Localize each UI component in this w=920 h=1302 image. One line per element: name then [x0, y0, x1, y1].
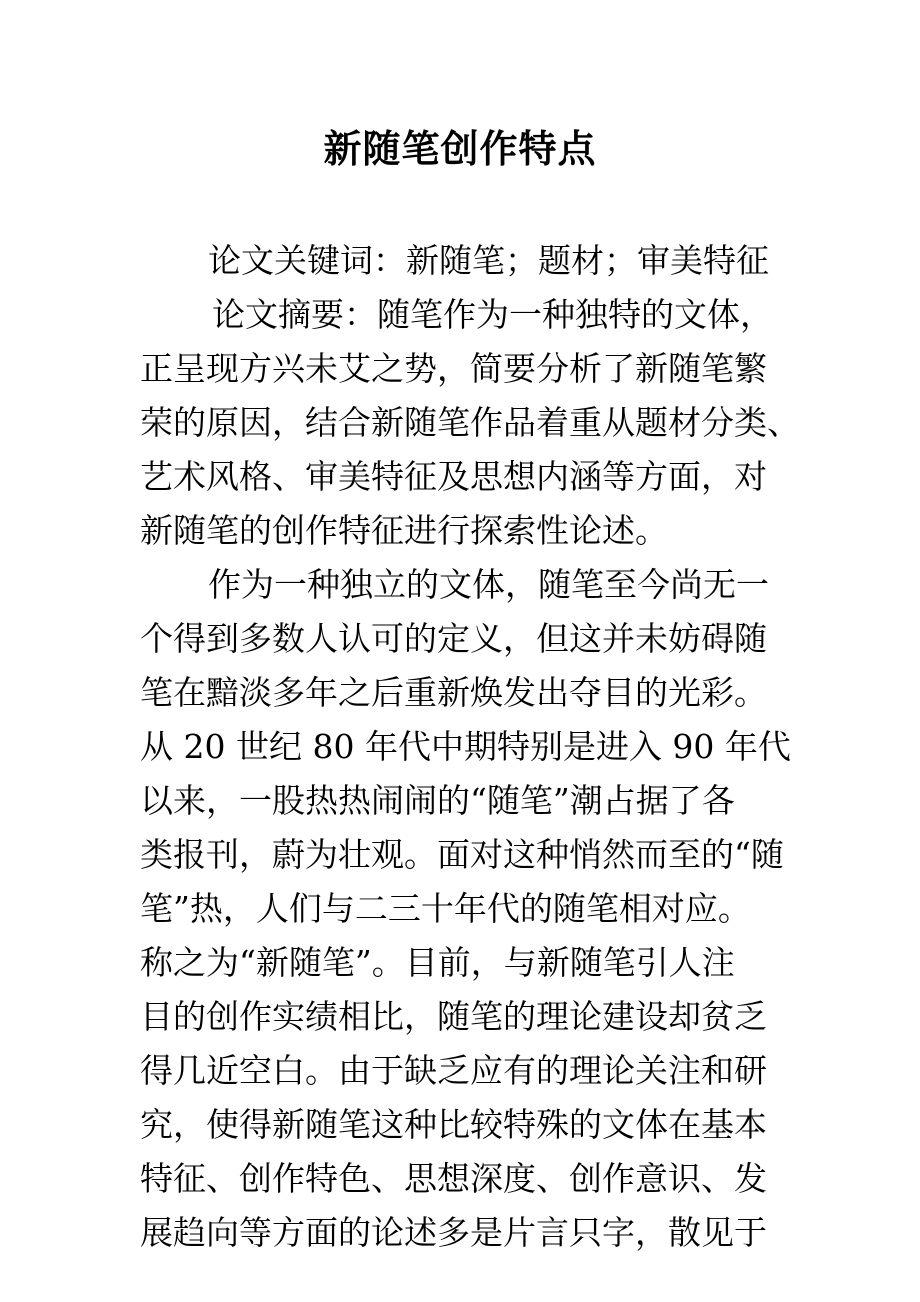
- abstract-line: 艺术风格、审美特征及思想内涵等方面，对: [140, 457, 767, 496]
- document-title: 新随笔创作特点: [323, 126, 597, 171]
- paragraph-line: 特征、创作特色、思想深度、创作意识、发: [140, 1159, 767, 1198]
- paragraph-line: 从 20 世纪 80 年代中期特别是进入 90 年代: [140, 727, 791, 766]
- paragraph-line: 得几近空白。由于缺乏应有的理论关注和研: [140, 1051, 767, 1090]
- paragraph-line: 笔在黯淡多年之后重新焕发出夺目的光彩。: [140, 673, 767, 712]
- abstract-line: 论文摘要：随笔作为一种独特的文体，: [212, 295, 773, 334]
- paragraph-line: 作为一种独立的文体，随笔至今尚无一: [208, 565, 769, 604]
- paragraph-line: 称之为“新随笔”。目前，与新随笔引人注: [140, 943, 735, 982]
- document-body: [140, 234, 800, 1260]
- keywords-line: 论文关键词：新随笔；题材；审美特征: [208, 241, 769, 280]
- paragraph-line: 究，使得新随笔这种比较特殊的文体在基本: [140, 1105, 767, 1144]
- paragraph-line: 笔”热，人们与二三十年代的随笔相对应。: [140, 889, 751, 928]
- abstract-line: 荣的原因，结合新随笔作品着重从题材分类、: [140, 403, 800, 442]
- paragraph-line: 以来，一股热热闹闹的“随笔”潮占据了各: [140, 781, 735, 820]
- paragraph-line: 展趋向等方面的论述多是片言只字，散见于: [140, 1213, 767, 1252]
- paragraph-line: 类报刊，蔚为壮观。面对这种悄然而至的“随: [140, 835, 784, 874]
- abstract-line: 新随笔的创作特征进行探索性论述。: [140, 511, 668, 550]
- abstract-line: 正呈现方兴未艾之势，简要分析了新随笔繁: [140, 349, 767, 388]
- paragraph-line: 个得到多数人认可的定义，但这并未妨碍随: [140, 619, 767, 658]
- paragraph-line: 目的创作实绩相比，随笔的理论建设却贫乏: [140, 997, 767, 1036]
